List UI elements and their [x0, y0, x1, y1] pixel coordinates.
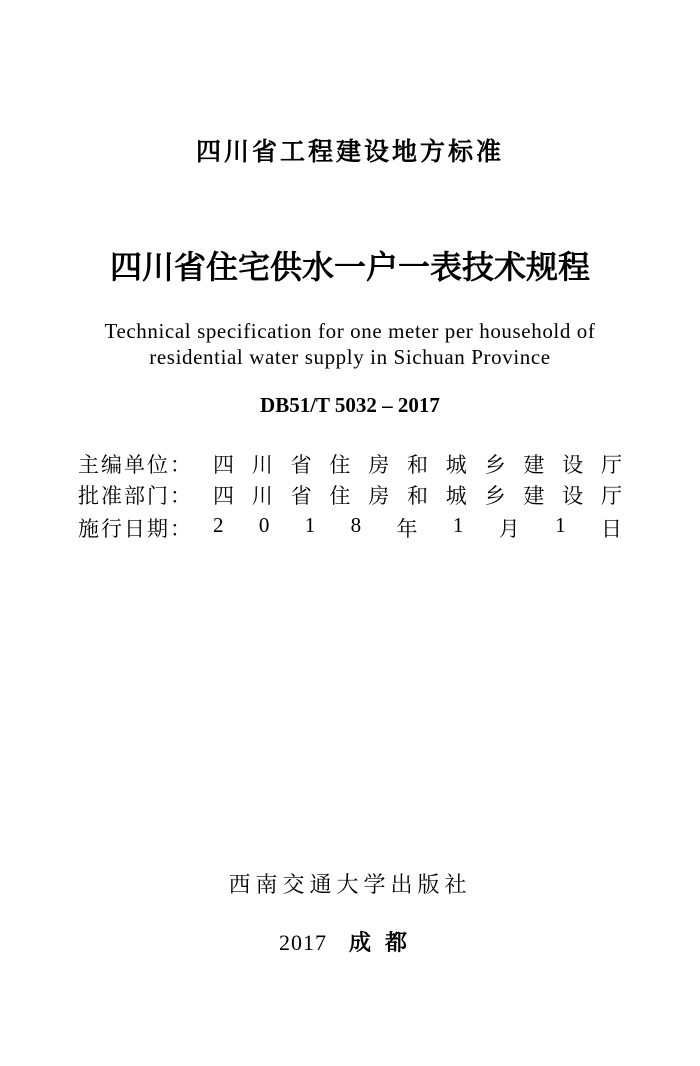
spaced-char: 设: [562, 453, 584, 477]
publication-city: 成都: [348, 931, 421, 956]
spaced-char: 乡: [484, 453, 506, 477]
publisher-name: 西南交通大学出版社: [228, 873, 472, 898]
spaced-char: 川: [251, 484, 273, 508]
spaced-char: 城: [445, 484, 467, 508]
spaced-char: 日: [601, 517, 622, 541]
spaced-char: 住: [329, 484, 351, 508]
spaced-char: 建: [523, 453, 545, 477]
compiler-label: 主编单位：: [78, 453, 193, 477]
spaced-char: 建: [523, 484, 545, 508]
spaced-char: 月: [498, 517, 520, 541]
compiler-row: [78, 449, 622, 479]
spaced-char: 住: [329, 453, 351, 477]
spaced-char: 1: [304, 513, 316, 537]
spaced-char: 0: [258, 513, 270, 537]
spaced-char: 乡: [484, 484, 506, 508]
spaced-char: 川: [251, 453, 273, 477]
spaced-char: 8: [350, 513, 362, 537]
title-en-line-1: Technical specification for one meter per household of: [104, 319, 596, 343]
standard-series-title: 四川省工程建设地方标准: [195, 137, 504, 166]
approver-row: [78, 480, 622, 510]
spaced-char: 2: [213, 513, 224, 537]
standard-code: DB51/T 5032 – 2017: [260, 393, 440, 417]
effective-date-label: 施行日期：: [78, 517, 193, 541]
document-title-english: [0, 318, 700, 370]
publication-year: 2017: [278, 930, 327, 955]
spaced-char: 和: [406, 484, 428, 508]
approver-value: [213, 480, 622, 510]
spaced-char: 省: [290, 453, 312, 477]
compiler-value: [213, 449, 622, 479]
spaced-char: 年: [396, 517, 418, 541]
spaced-char: 四: [213, 484, 234, 508]
spaced-char: 厅: [600, 453, 622, 477]
effective-date-value: [213, 513, 622, 543]
effective-date-row: [78, 513, 622, 543]
spaced-char: 城: [445, 453, 467, 477]
spaced-char: 1: [555, 513, 566, 537]
spaced-char: 房: [368, 453, 390, 477]
spaced-char: 四: [213, 453, 234, 477]
approver-label: 批准部门：: [78, 484, 193, 508]
spaced-char: 厅: [600, 484, 622, 508]
spaced-char: 房: [368, 484, 390, 508]
spaced-char: 省: [290, 484, 312, 508]
publication-year-place: [0, 926, 700, 957]
spaced-char: 设: [562, 484, 584, 508]
title-en-line-2: residential water supply in Sichuan Province: [149, 345, 551, 369]
document-title-chinese: 四川省住宅供水一户一表技术规程: [109, 248, 590, 286]
spaced-char: 1: [452, 513, 464, 537]
spaced-char: 和: [406, 453, 428, 477]
